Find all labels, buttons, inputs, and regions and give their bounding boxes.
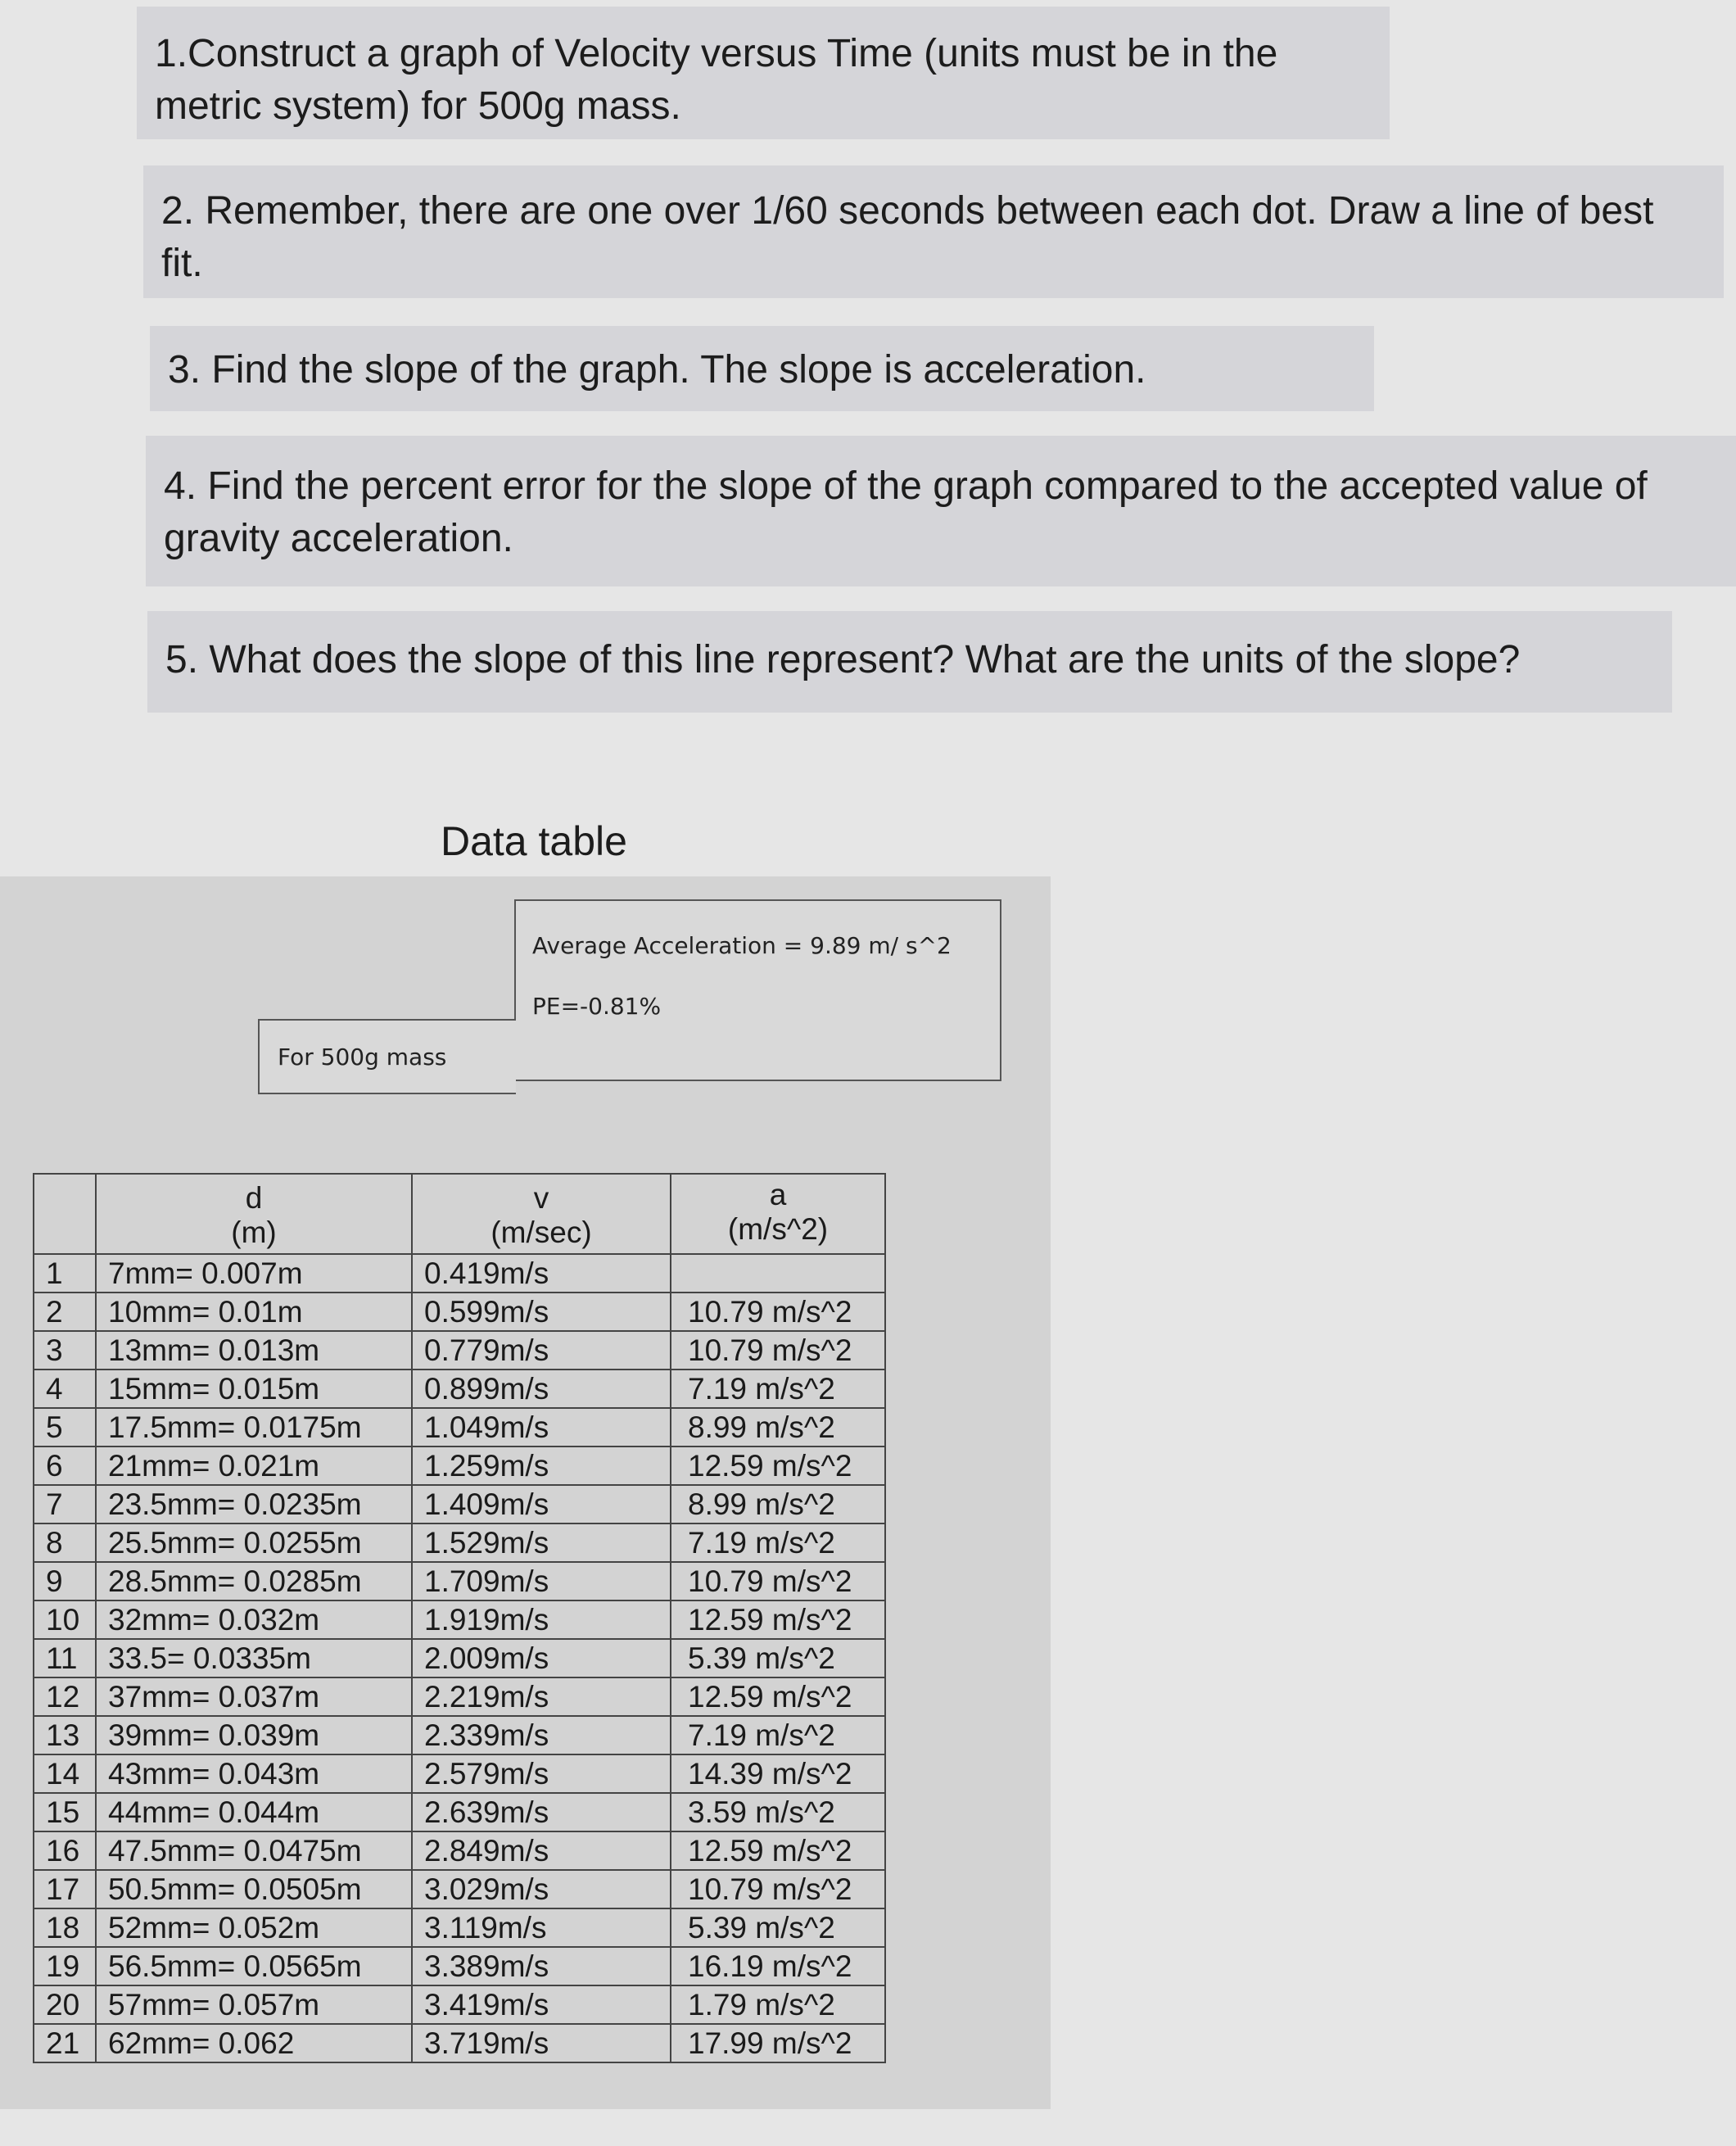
row-index: 7	[34, 1485, 96, 1523]
row-index: 14	[34, 1754, 96, 1793]
row-index: 2	[34, 1293, 96, 1331]
question-5-text: 5. What does the slope of this line represent? What are the units of the slope?	[165, 638, 1521, 681]
table-row	[34, 1331, 885, 1370]
row-acceleration: 8.99 m/s^2	[671, 1408, 885, 1447]
table-row	[34, 1716, 885, 1754]
row-acceleration: 10.79 m/s^2	[671, 1331, 885, 1370]
data-table-panel	[0, 876, 1051, 2109]
row-distance: 44mm= 0.044m	[96, 1793, 412, 1831]
row-acceleration: 7.19 m/s^2	[671, 1716, 885, 1754]
row-distance: 32mm= 0.032m	[96, 1600, 412, 1639]
table-row	[34, 1254, 885, 1293]
header-v-unit: (m/sec)	[491, 1216, 592, 1249]
header-d-label: d	[245, 1181, 263, 1215]
row-distance: 15mm= 0.015m	[96, 1370, 412, 1408]
row-index: 16	[34, 1831, 96, 1870]
header-a-unit: (m/s^2)	[727, 1212, 829, 1246]
table-row	[34, 1600, 885, 1639]
row-distance: 57mm= 0.057m	[96, 1985, 412, 2024]
row-index: 8	[34, 1523, 96, 1562]
question-5	[147, 611, 1672, 713]
row-index: 17	[34, 1870, 96, 1908]
row-index: 10	[34, 1600, 96, 1639]
row-index: 4	[34, 1370, 96, 1408]
table-row	[34, 1947, 885, 1985]
row-acceleration: 7.19 m/s^2	[671, 1370, 885, 1408]
row-distance: 33.5= 0.0335m	[96, 1639, 412, 1677]
header-a	[671, 1174, 885, 1254]
row-acceleration: 12.59 m/s^2	[671, 1447, 885, 1485]
row-distance: 17.5mm= 0.0175m	[96, 1408, 412, 1447]
row-velocity: 2.009m/s	[412, 1639, 671, 1677]
row-distance: 56.5mm= 0.0565m	[96, 1947, 412, 1985]
row-velocity: 1.529m/s	[412, 1523, 671, 1562]
row-velocity: 0.419m/s	[412, 1254, 671, 1293]
row-distance: 43mm= 0.043m	[96, 1754, 412, 1793]
row-index: 20	[34, 1985, 96, 2024]
row-acceleration: 10.79 m/s^2	[671, 1293, 885, 1331]
row-distance: 21mm= 0.021m	[96, 1447, 412, 1485]
row-acceleration: 7.19 m/s^2	[671, 1523, 885, 1562]
data-table-title: Data table	[441, 818, 627, 864]
table-header-row	[34, 1174, 885, 1254]
table-row	[34, 2024, 885, 2062]
row-distance: 25.5mm= 0.0255m	[96, 1523, 412, 1562]
row-acceleration	[671, 1254, 885, 1293]
data-table	[33, 1173, 886, 2063]
table-row	[34, 1370, 885, 1408]
table-row	[34, 1870, 885, 1908]
row-velocity: 1.919m/s	[412, 1600, 671, 1639]
table-row	[34, 1677, 885, 1716]
header-v-label: v	[533, 1181, 549, 1215]
row-index: 5	[34, 1408, 96, 1447]
average-acceleration: Average Acceleration = 9.89 m/ s^2	[532, 932, 952, 959]
row-index: 3	[34, 1331, 96, 1370]
row-distance: 39mm= 0.039m	[96, 1716, 412, 1754]
row-index: 18	[34, 1908, 96, 1947]
row-acceleration: 8.99 m/s^2	[671, 1485, 885, 1523]
question-3-text: 3. Find the slope of the graph. The slope is acceleration.	[168, 348, 1146, 392]
table-row	[34, 1754, 885, 1793]
header-d-unit: (m)	[231, 1216, 277, 1249]
question-1-text: 1.Construct a graph of Velocity versus Time (units must be in the metric system) for 500g mass.	[155, 32, 1278, 128]
row-acceleration: 10.79 m/s^2	[671, 1562, 885, 1600]
row-velocity: 1.049m/s	[412, 1408, 671, 1447]
row-index: 11	[34, 1639, 96, 1677]
table-row	[34, 1639, 885, 1677]
row-index: 19	[34, 1947, 96, 1985]
row-acceleration: 12.59 m/s^2	[671, 1831, 885, 1870]
row-acceleration: 1.79 m/s^2	[671, 1985, 885, 2024]
row-distance: 62mm= 0.062	[96, 2024, 412, 2062]
row-acceleration: 3.59 m/s^2	[671, 1793, 885, 1831]
row-index: 1	[34, 1254, 96, 1293]
row-velocity: 0.779m/s	[412, 1331, 671, 1370]
row-distance: 52mm= 0.052m	[96, 1908, 412, 1947]
row-velocity: 2.639m/s	[412, 1793, 671, 1831]
table-row	[34, 1485, 885, 1523]
row-distance: 10mm= 0.01m	[96, 1293, 412, 1331]
row-index: 21	[34, 2024, 96, 2062]
table-row	[34, 1985, 885, 2024]
table-row	[34, 1562, 885, 1600]
row-velocity: 0.899m/s	[412, 1370, 671, 1408]
row-index: 13	[34, 1716, 96, 1754]
row-acceleration: 5.39 m/s^2	[671, 1639, 885, 1677]
row-velocity: 2.339m/s	[412, 1716, 671, 1754]
row-velocity: 3.389m/s	[412, 1947, 671, 1985]
row-index: 9	[34, 1562, 96, 1600]
row-acceleration: 5.39 m/s^2	[671, 1908, 885, 1947]
table-row	[34, 1523, 885, 1562]
row-acceleration: 16.19 m/s^2	[671, 1947, 885, 1985]
mass-label: For 500g mass	[278, 1044, 447, 1071]
row-velocity: 1.409m/s	[412, 1485, 671, 1523]
table-row	[34, 1793, 885, 1831]
row-distance: 23.5mm= 0.0235m	[96, 1485, 412, 1523]
row-index: 12	[34, 1677, 96, 1716]
row-index: 15	[34, 1793, 96, 1831]
row-distance: 7mm= 0.007m	[96, 1254, 412, 1293]
row-velocity: 3.719m/s	[412, 2024, 671, 2062]
row-velocity: 0.599m/s	[412, 1293, 671, 1331]
row-velocity: 1.709m/s	[412, 1562, 671, 1600]
row-distance: 13mm= 0.013m	[96, 1331, 412, 1370]
table-row	[34, 1408, 885, 1447]
question-2	[143, 165, 1724, 298]
row-acceleration: 14.39 m/s^2	[671, 1754, 885, 1793]
question-1	[137, 7, 1390, 139]
header-v	[412, 1174, 671, 1254]
question-2-text: 2. Remember, there are one over 1/60 seconds between each dot. Draw a line of best fit.	[161, 189, 1654, 285]
row-velocity: 1.259m/s	[412, 1447, 671, 1485]
row-velocity: 2.579m/s	[412, 1754, 671, 1793]
table-row	[34, 1447, 885, 1485]
row-velocity: 3.119m/s	[412, 1908, 671, 1947]
table-row	[34, 1293, 885, 1331]
header-a-label: a	[769, 1178, 787, 1211]
row-velocity: 3.029m/s	[412, 1870, 671, 1908]
row-acceleration: 17.99 m/s^2	[671, 2024, 885, 2062]
row-distance: 28.5mm= 0.0285m	[96, 1562, 412, 1600]
percent-error: PE=-0.81%	[532, 993, 662, 1020]
mass-label-box	[258, 1019, 516, 1094]
question-4-text: 4. Find the percent error for the slope of the graph compared to the accepted value of gravity acceleration.	[164, 464, 1648, 560]
row-velocity: 3.419m/s	[412, 1985, 671, 2024]
row-acceleration: 10.79 m/s^2	[671, 1870, 885, 1908]
question-4	[146, 436, 1736, 586]
table-row	[34, 1908, 885, 1947]
row-distance: 47.5mm= 0.0475m	[96, 1831, 412, 1870]
row-acceleration: 12.59 m/s^2	[671, 1677, 885, 1716]
row-acceleration: 12.59 m/s^2	[671, 1600, 885, 1639]
question-3	[150, 326, 1374, 411]
results-box	[514, 899, 1001, 1081]
row-distance: 37mm= 0.037m	[96, 1677, 412, 1716]
header-index	[34, 1174, 96, 1254]
row-distance: 50.5mm= 0.0505m	[96, 1870, 412, 1908]
row-velocity: 2.219m/s	[412, 1677, 671, 1716]
table-row	[34, 1831, 885, 1870]
row-index: 6	[34, 1447, 96, 1485]
header-d	[96, 1174, 412, 1254]
row-velocity: 2.849m/s	[412, 1831, 671, 1870]
